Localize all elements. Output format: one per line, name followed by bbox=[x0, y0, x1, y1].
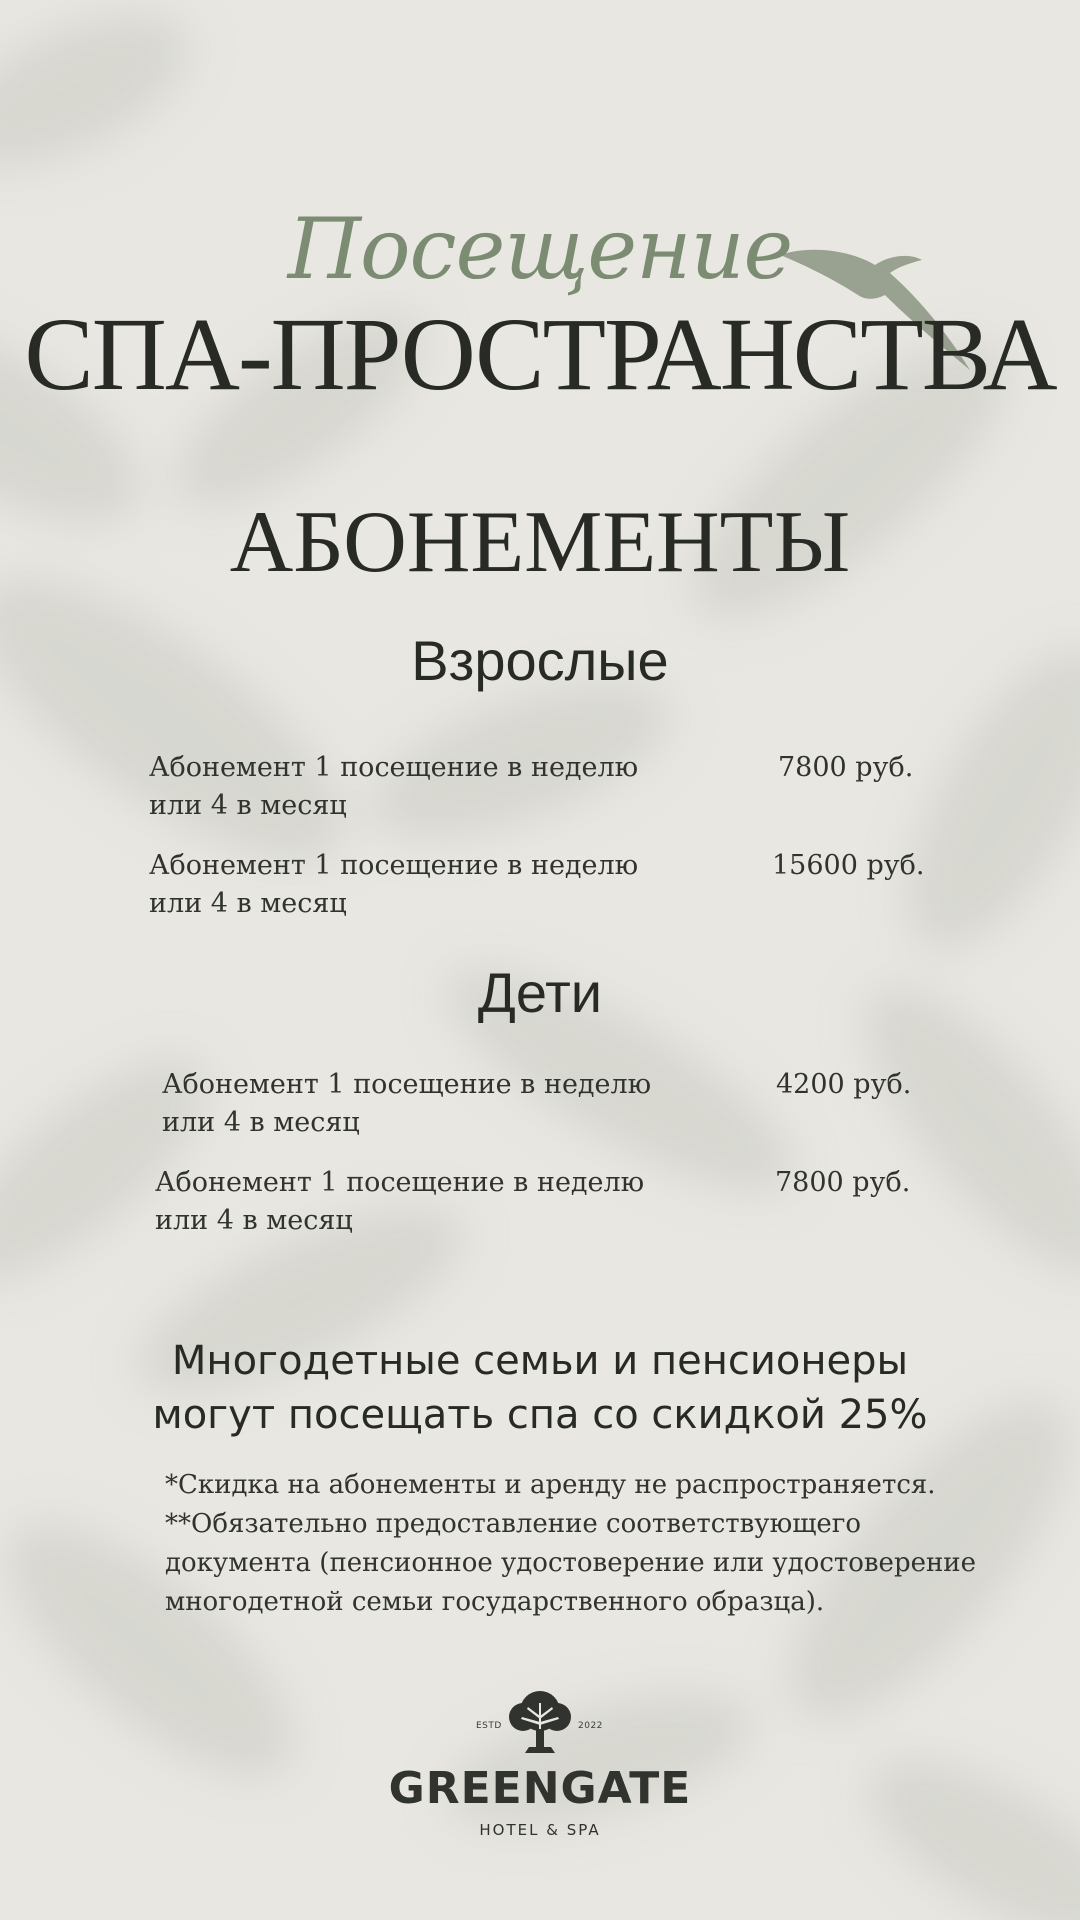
adults-heading: Взрослые bbox=[411, 629, 669, 692]
subscriptions-heading: АБОНЕМЕНТЫ bbox=[229, 494, 851, 591]
description-line-2: или 4 в месяц bbox=[155, 1205, 353, 1236]
discount-line-2: могут посещать спа со скидкой 25% bbox=[152, 1392, 928, 1438]
discount-text bbox=[0, 1334, 1080, 1442]
price: 7800 руб. bbox=[778, 752, 914, 783]
logo-year: 2022 bbox=[578, 1721, 603, 1731]
description-line-1: Абонемент 1 посещение в неделю bbox=[149, 850, 639, 881]
tree-icon bbox=[505, 1689, 575, 1757]
footnote-line: многодетной семьи государственного образца). bbox=[165, 1587, 825, 1617]
main-title: СПА-ПРОСТРАНСТВА bbox=[24, 297, 1056, 412]
description-line-2: или 4 в месяц bbox=[149, 888, 347, 919]
footnote-line: **Обязательно предоставление соответствующего bbox=[165, 1509, 862, 1539]
subscription-description bbox=[155, 1164, 644, 1240]
list-item bbox=[149, 749, 949, 829]
list-item bbox=[162, 1066, 962, 1146]
description-line-2: или 4 в месяц bbox=[162, 1107, 360, 1138]
description-line-1: Абонемент 1 посещение в неделю bbox=[162, 1069, 652, 1100]
price: 4200 руб. bbox=[776, 1069, 912, 1100]
discount-line-1: Многодетные семьи и пенсионеры bbox=[171, 1338, 909, 1384]
price: 15600 руб. bbox=[772, 850, 925, 881]
footnote-line: *Скидка на абонементы и аренду не распространяется. bbox=[165, 1470, 936, 1500]
script-title: Посещение bbox=[287, 200, 793, 298]
list-item bbox=[155, 1164, 955, 1244]
logo-brand: GREENGATE bbox=[388, 1763, 692, 1814]
subscription-description bbox=[162, 1066, 651, 1142]
logo-subtitle: HOTEL & SPA bbox=[479, 1821, 601, 1839]
logo-estd: ESTD bbox=[476, 1721, 502, 1731]
footnote-line: документа (пенсионное удостоверение или удостоверение bbox=[165, 1548, 977, 1578]
list-item bbox=[149, 847, 949, 927]
greengate-logo bbox=[340, 1685, 740, 1845]
children-heading: Дети bbox=[477, 961, 603, 1024]
description-line-2: или 4 в месяц bbox=[149, 790, 347, 821]
price: 7800 руб. bbox=[775, 1167, 911, 1198]
subscription-description bbox=[149, 847, 638, 923]
footnotes bbox=[165, 1466, 1045, 1622]
description-line-1: Абонемент 1 посещение в неделю bbox=[155, 1167, 645, 1198]
description-line-1: Абонемент 1 посещение в неделю bbox=[149, 752, 639, 783]
subscription-description bbox=[149, 749, 638, 825]
